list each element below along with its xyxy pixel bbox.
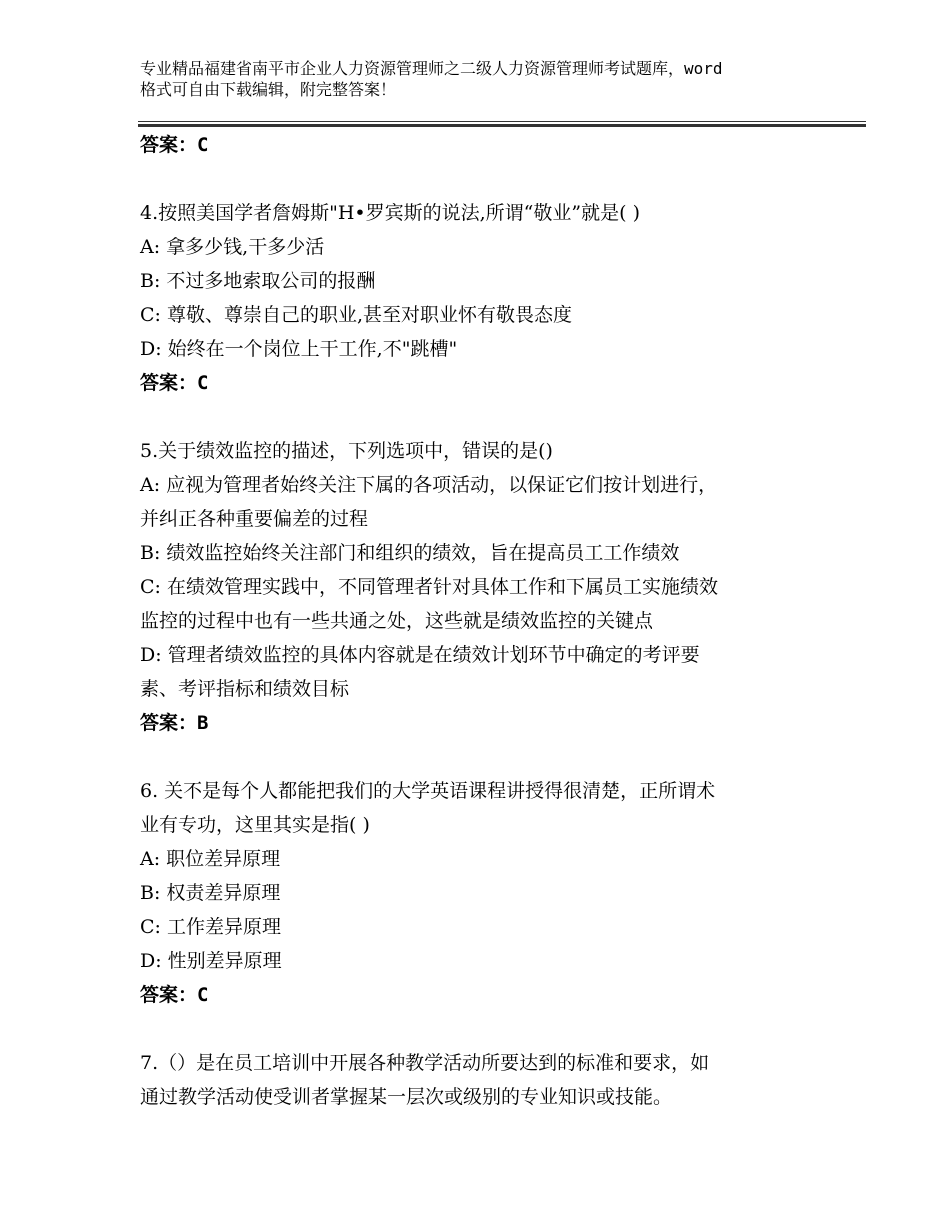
question-list (140, 128, 830, 1114)
answer-line: 答案：B (140, 712, 209, 734)
question-block (140, 196, 830, 400)
document-header (140, 58, 830, 100)
option-c: C: 工作差异原理 (140, 916, 281, 938)
question-stem: 6. 关不是每个人都能把我们的大学英语课程讲授得很清楚，正所谓术 (140, 780, 716, 802)
question-block (140, 434, 830, 740)
question-stem-continued: 业有专功，这里其实是指( ) (140, 814, 370, 836)
option-d: D: 性别差异原理 (140, 950, 282, 972)
option-c: C: 在绩效管理实践中，不同管理者针对具体工作和下属员工实施绩效 (140, 576, 718, 598)
header-line-2: 格式可自由下载编辑，附完整答案！ (140, 80, 397, 99)
option-c: C: 尊敬、尊崇自己的职业,甚至对职业怀有敬畏态度 (140, 304, 573, 326)
question-block (140, 774, 830, 1012)
question-stem: 4.按照美国学者詹姆斯"H•罗宾斯的说法,所谓“敬业”就是( ) (140, 202, 640, 224)
question-stem: 5.关于绩效监控的描述，下列选项中，错误的是() (140, 440, 553, 462)
option-c-continued: 监控的过程中也有一些共通之处，这些就是绩效监控的关键点 (140, 610, 654, 632)
option-a: A: 职位差异原理 (140, 848, 281, 870)
option-a: A: 拿多少钱,干多少活 (140, 236, 325, 258)
option-d-continued: 素、考评指标和绩效目标 (140, 678, 350, 700)
answer-line: 答案：C (140, 984, 209, 1006)
header-rule-thick (138, 124, 866, 127)
option-b: B: 不过多地索取公司的报酬 (140, 270, 376, 292)
option-b: B: 权责差异原理 (140, 882, 281, 904)
header-rule-thin (138, 121, 866, 122)
option-a-continued: 并纠正各种重要偏差的过程 (140, 508, 369, 530)
option-b: B: 绩效监控始终关注部门和组织的绩效，旨在提高员工工作绩效 (140, 542, 680, 564)
option-d: D: 始终在一个岗位上干工作,不"跳槽" (140, 338, 458, 360)
answer-line: 答案：C (140, 372, 209, 394)
question-stem: 7.（）是在员工培训中开展各种教学活动所要达到的标准和要求，如 (140, 1052, 710, 1074)
header-line-1: 专业精品福建省南平市企业人力资源管理师之二级人力资源管理师考试题库，word (140, 59, 723, 78)
option-a: A: 应视为管理者始终关注下属的各项活动，以保证它们按计划进行， (140, 474, 718, 496)
answer-line: 答案：C (140, 134, 209, 156)
option-d: D: 管理者绩效监控的具体内容就是在绩效计划环节中确定的考评要 (140, 644, 700, 666)
question-stem-continued: 通过教学活动使受训者掌握某一层次或级别的专业知识或技能。 (140, 1086, 673, 1108)
question-block (140, 1046, 830, 1114)
